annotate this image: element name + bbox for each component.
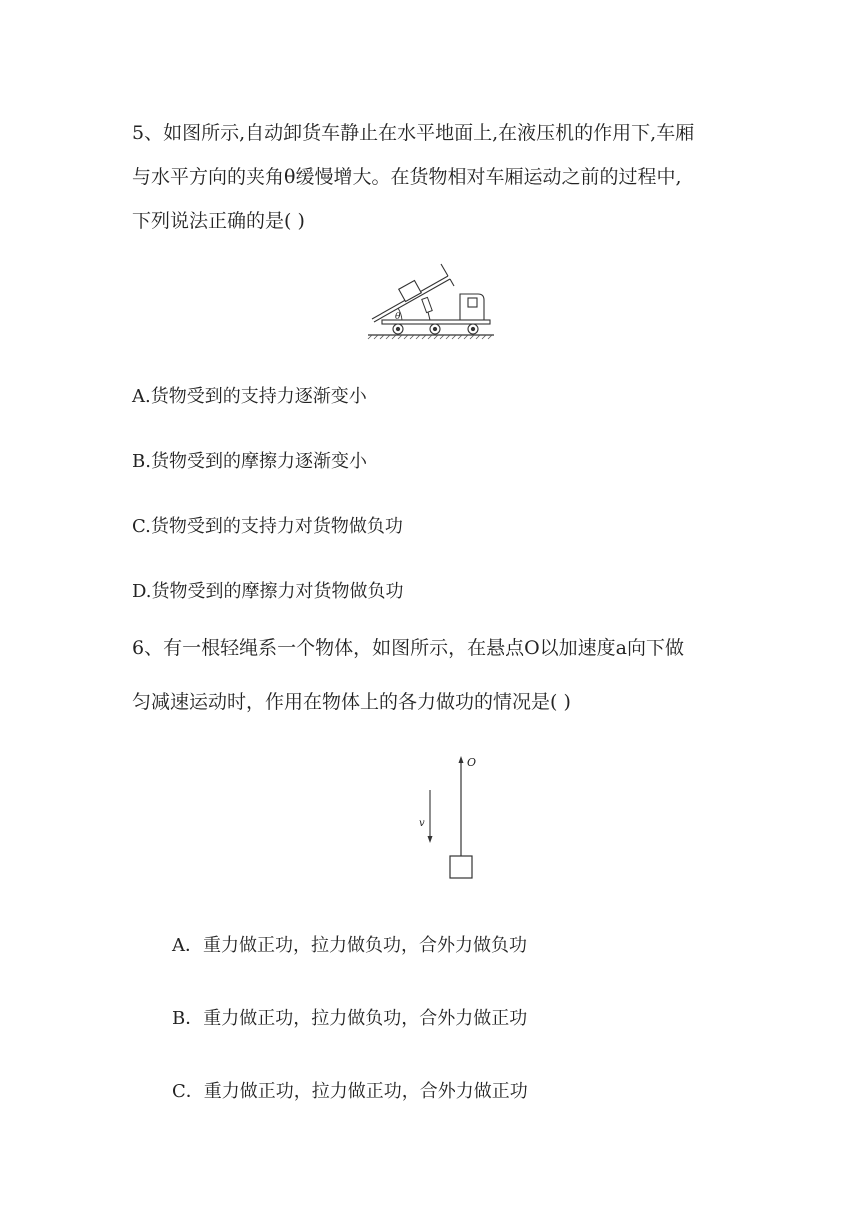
q6-option-a: A．重力做正功，拉力做负功，合外力做负功 [172,935,527,956]
rope-object-figure [410,750,490,885]
cargo-box [399,281,422,302]
q6-option-c: C．重力做正功，拉力做正功，合外力做正功 [172,1081,528,1102]
q5-stem-line-2: 与水平方向的夹角θ缓慢增大。在货物相对车厢运动之前的过程中, [132,166,682,188]
velocity-label: v [419,818,425,829]
truck-wheels [393,324,478,334]
q5-option-c: C.货物受到的支持力对货物做负功 [132,516,403,537]
hydraulic-piston [422,297,432,320]
theta-label: θ [395,312,401,322]
q5-stem-line-1: 5、如图所示,自动卸货车静止在水平地面上,在液压机的作用下,车厢 [132,122,695,144]
q6-stem-line-1: 6、有一根轻绳系一个物体，如图所示，在悬点O以加速度a向下做 [132,637,684,659]
velocity-arrowhead [428,836,433,843]
dump-truck-figure [368,262,498,342]
q6-option-b: B．重力做正功，拉力做负功，合外力做正功 [172,1008,528,1029]
q5-option-a: A.货物受到的支持力逐渐变小 [132,386,367,407]
hanging-block [450,856,472,878]
q6-stem-line-2: 匀减速运动时，作用在物体上的各力做功的情况是( ) [132,691,571,713]
q5-stem-line-3: 下列说法正确的是( ) [132,210,305,232]
q5-option-b: B.货物受到的摩擦力逐渐变小 [132,451,367,472]
point-o-label: O [467,756,477,769]
ground [368,335,494,339]
suspension-point-arrow [459,756,464,763]
q5-option-d: D.货物受到的摩擦力对货物做负功 [132,581,404,602]
